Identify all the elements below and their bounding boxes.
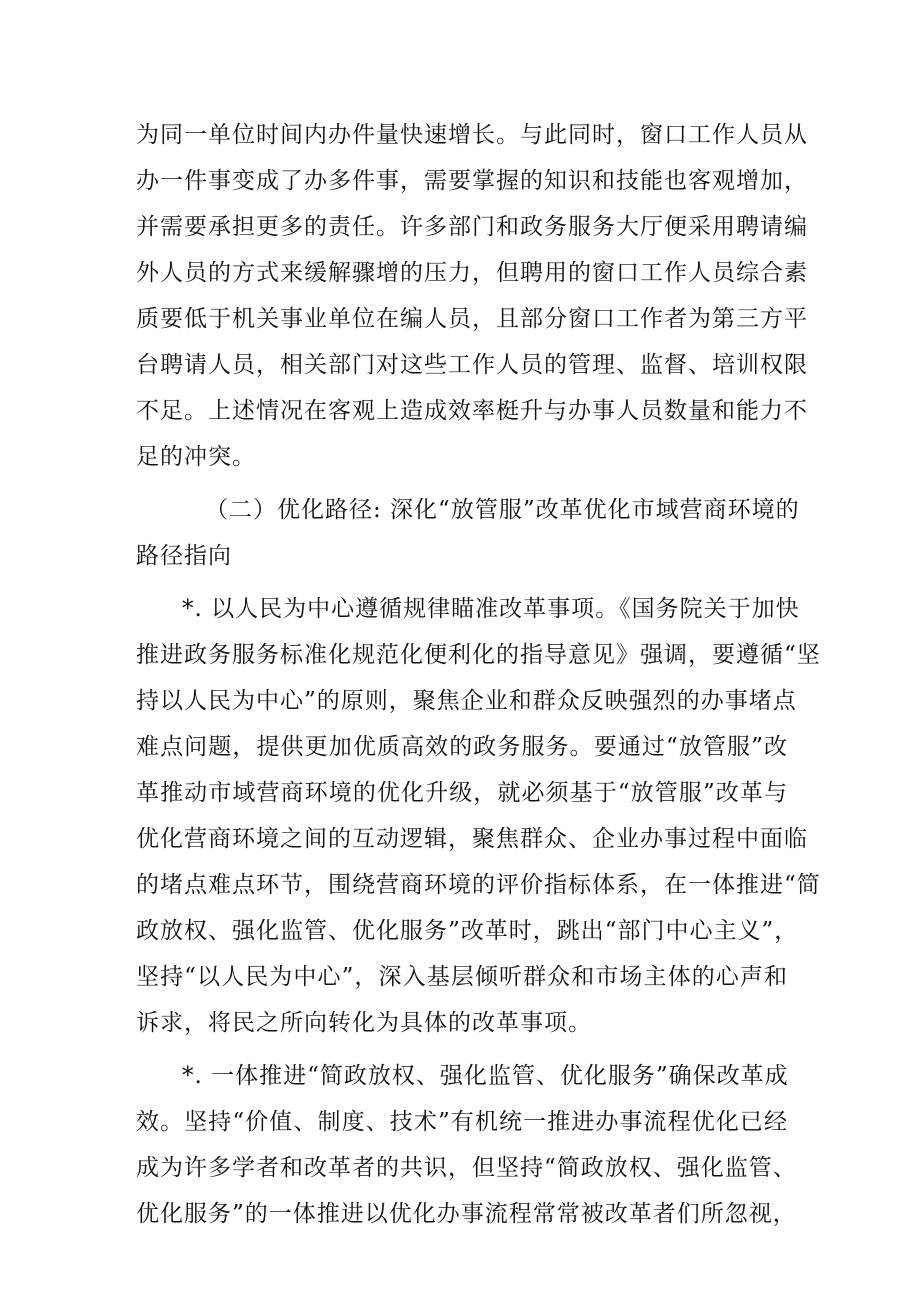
text-line: 成为许多学者和改革者的共识，但坚持“简政放权、强化监管、 <box>136 1155 797 1181</box>
text-line: 质要低于机关事业单位在编人员，且部分窗口工作者为第三方平 <box>136 306 808 332</box>
text-line: 效。坚持“价值、制度、技术”有机统一推进办事流程优化已经 <box>136 1109 788 1135</box>
text-line: *. 以人民为中心遵循规律瞄准改革事项。《国务院关于加快 <box>182 596 800 622</box>
heading-line: （二）优化路径: 深化“放管服”改革优化市域营商环境的 <box>205 497 800 523</box>
text-line: 不足。上述情况在客观上造成效率梃升与办事人员数量和能力不 <box>136 398 808 424</box>
text-line: *. 一体推进“简政放权、强化监管、优化服务”确保改革成 <box>182 1063 789 1089</box>
section-heading <box>136 487 800 579</box>
paragraph-2 <box>136 586 821 1046</box>
paragraph-gap <box>136 480 788 487</box>
text-line: 革推动市域营商环境的优化升级，就必须基于“放管服”改革与 <box>136 780 788 806</box>
text-line: 办一件事变成了办多件事，需要掌握的知识和技能也客观增加， <box>136 168 808 194</box>
text-line: 的堵点难点环节，围绕营商环境的评价指标体系，在一体推进“简 <box>136 872 821 898</box>
text-line: 政放权、强化监管、优化服务”改革时，跳出“部门中心主义”， <box>136 918 799 944</box>
text-line: 并需要承担更多的责任。许多部门和政务服务大厅便采用聘请编 <box>136 214 808 240</box>
document-body <box>136 112 821 1237</box>
text-line: 持以人民为中心”的原则，聚焦企业和群众反映强烈的办事堵点 <box>136 688 797 714</box>
text-line: 外人员的方式来缓解骤增的压力，但聘用的窗口工作人员综合素 <box>136 260 808 286</box>
text-line: 台聘请人员，相关部门对这些工作人员的管理、监督、培训权限 <box>136 352 808 378</box>
paragraph-1 <box>136 112 808 480</box>
text-line: 优化服务”的一体推进以优化办事流程常常被改革者们所忽视， <box>136 1201 797 1227</box>
text-line: 足的冲突。 <box>136 444 256 470</box>
paragraph-gap <box>136 1046 788 1053</box>
text-line: 难点问题，提供更加优质高效的政务服务。要通过“放管服”改 <box>136 734 788 760</box>
heading-line: 路径指向 <box>136 543 232 569</box>
text-line: 推进政务服务标准化规范化便利化的指导意见》强调，要遵循“坚 <box>136 642 821 668</box>
paragraph-gap <box>136 579 788 586</box>
text-line: 诉求，将民之所向转化为具体的改革事项。 <box>136 1010 592 1036</box>
text-line: 优化营商环境之间的互动逻辑，聚焦群众、企业办事过程中面临 <box>136 826 808 852</box>
text-line: 为同一单位时间内办件量快速增长。与此同时，窗口工作人员从 <box>136 122 808 148</box>
paragraph-3 <box>136 1053 797 1237</box>
text-line: 坚持“以人民为中心”，深入基层倾听群众和市场主体的心声和 <box>136 964 788 990</box>
